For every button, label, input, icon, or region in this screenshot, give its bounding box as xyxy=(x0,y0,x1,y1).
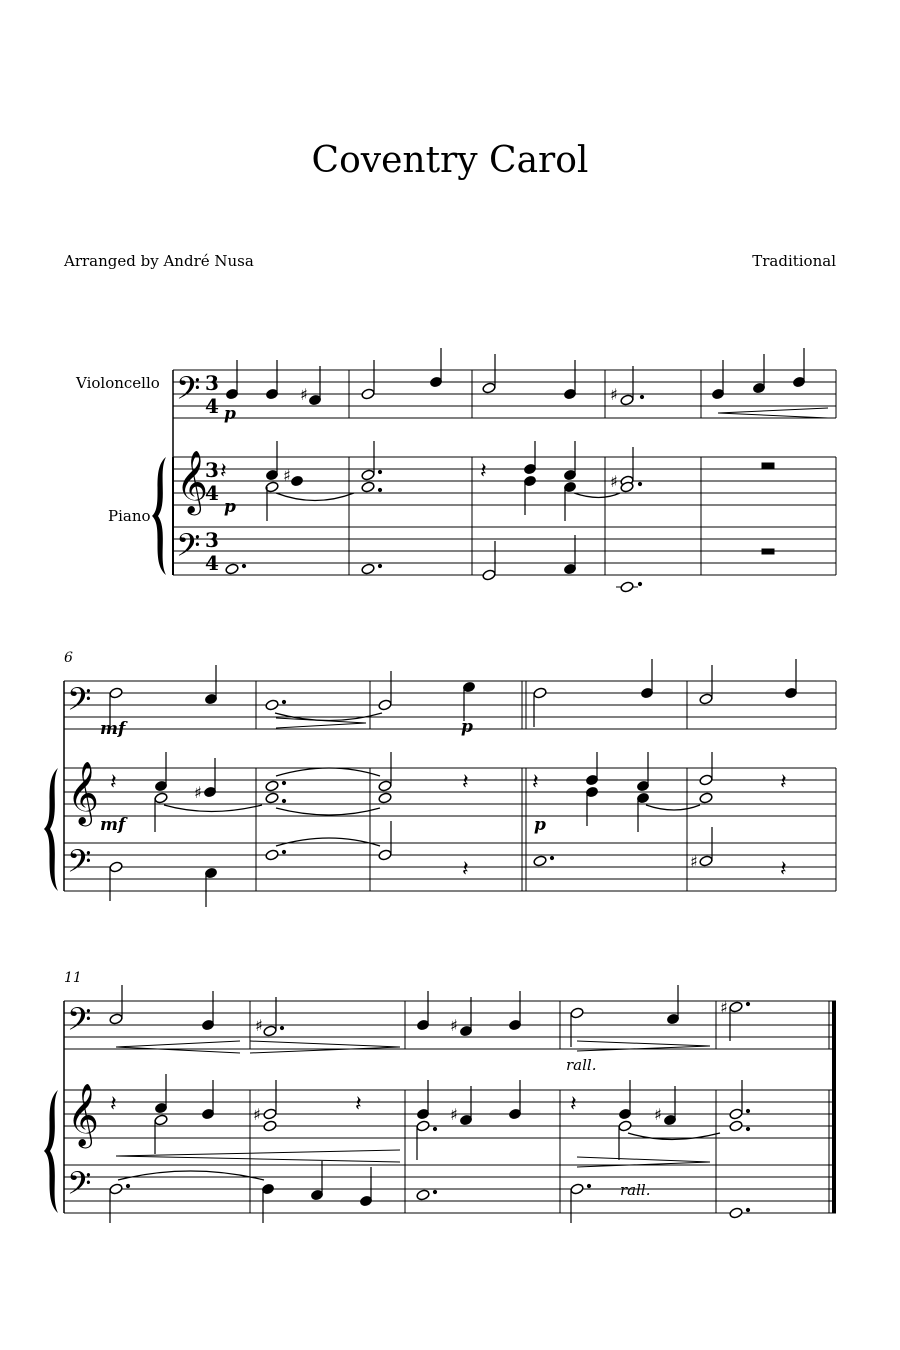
piano-brace xyxy=(44,1090,58,1213)
rall-marking: rall. xyxy=(566,1056,597,1074)
svg-text:♯: ♯ xyxy=(610,385,618,404)
svg-text:𝄽: 𝄽 xyxy=(110,1092,117,1117)
svg-text:4: 4 xyxy=(205,481,219,505)
composer-credit: Traditional xyxy=(752,252,836,270)
bass-clef-icon: 𝄢 xyxy=(67,681,92,725)
piano-lh-notes-3 xyxy=(109,1161,750,1223)
svg-text:𝄽: 𝄽 xyxy=(220,459,227,484)
treble-clef-icon: 𝄞 xyxy=(67,1083,99,1146)
svg-text:𝄽: 𝄽 xyxy=(780,770,787,795)
svg-text:𝄽: 𝄽 xyxy=(462,857,469,882)
bass-clef-icon: 𝄢 xyxy=(67,1001,92,1045)
svg-text:♯: ♯ xyxy=(450,1105,458,1124)
dynamic-mf: mf xyxy=(100,719,126,739)
instrument-label-piano: Piano xyxy=(108,507,151,525)
rall-marking: rall. xyxy=(620,1181,651,1199)
svg-text:3: 3 xyxy=(205,458,219,482)
dynamic-p: p xyxy=(224,497,236,517)
crescendo-hairpin xyxy=(718,408,828,418)
svg-text:𝄽: 𝄽 xyxy=(355,1092,362,1117)
svg-text:♯: ♯ xyxy=(720,998,728,1017)
cello-notes-3 xyxy=(109,985,750,1047)
time-signature xyxy=(205,371,219,575)
bass-clef-icon: 𝄢 xyxy=(176,370,201,414)
svg-text:𝄽: 𝄽 xyxy=(462,770,469,795)
svg-text:3: 3 xyxy=(205,371,219,395)
piano-lh-notes-2 xyxy=(109,821,787,907)
arranger-credit: Arranged by André Nusa xyxy=(64,252,254,270)
piano-rh-notes-3 xyxy=(110,1074,750,1160)
svg-text:♯: ♯ xyxy=(255,1016,263,1035)
dynamic-p: p xyxy=(461,717,473,737)
svg-text:♯: ♯ xyxy=(283,466,291,485)
bass-clef-icon: 𝄢 xyxy=(67,1165,92,1209)
bass-clef-icon: 𝄢 xyxy=(176,527,201,571)
measure-number-11: 11 xyxy=(64,970,82,986)
svg-text:♯: ♯ xyxy=(194,783,202,802)
crescendo-hairpin xyxy=(116,1150,400,1162)
svg-text:♯: ♯ xyxy=(690,852,698,871)
svg-text:♯: ♯ xyxy=(610,472,618,491)
treble-clef-icon: 𝄞 xyxy=(176,450,208,513)
instrument-label-cello: Violoncello xyxy=(76,374,160,392)
crescendo-hairpin xyxy=(116,1041,240,1053)
svg-text:4: 4 xyxy=(205,394,219,418)
system-1 xyxy=(152,348,836,593)
svg-text:4: 4 xyxy=(205,551,219,575)
score-title: Coventry Carol xyxy=(311,140,589,181)
piano-brace xyxy=(152,457,166,575)
svg-text:𝄽: 𝄽 xyxy=(570,1092,577,1117)
treble-clef-icon: 𝄞 xyxy=(67,761,99,824)
dynamic-p: p xyxy=(224,404,236,424)
system-3 xyxy=(44,985,836,1223)
svg-text:𝄽: 𝄽 xyxy=(110,770,117,795)
svg-text:𝄽: 𝄽 xyxy=(780,857,787,882)
svg-text:♯: ♯ xyxy=(654,1105,662,1124)
piano-lh-staff-2 xyxy=(64,843,836,891)
svg-text:𝄽: 𝄽 xyxy=(480,459,487,484)
dynamic-p: p xyxy=(534,815,546,835)
svg-text:𝄽: 𝄽 xyxy=(532,770,539,795)
svg-text:♯: ♯ xyxy=(450,1016,458,1035)
piano-rh-staff-1 xyxy=(173,457,836,505)
piano-lh-staff-1 xyxy=(173,527,836,575)
system-2 xyxy=(44,659,836,907)
svg-text:♯: ♯ xyxy=(253,1105,261,1124)
piano-lh-notes-1 xyxy=(225,535,774,593)
bass-clef-icon: 𝄢 xyxy=(67,843,92,887)
svg-text:3: 3 xyxy=(205,528,219,552)
measure-number-6: 6 xyxy=(64,650,73,666)
svg-text:♯: ♯ xyxy=(300,385,308,404)
piano-lh-staff-3 xyxy=(64,1165,836,1213)
decrescendo-hairpin xyxy=(250,1041,400,1053)
piano-brace xyxy=(44,768,58,891)
cello-staff-2 xyxy=(64,681,836,729)
final-barline xyxy=(832,1001,836,1213)
dynamic-mf: mf xyxy=(100,815,126,835)
cello-notes-1 xyxy=(225,348,805,406)
